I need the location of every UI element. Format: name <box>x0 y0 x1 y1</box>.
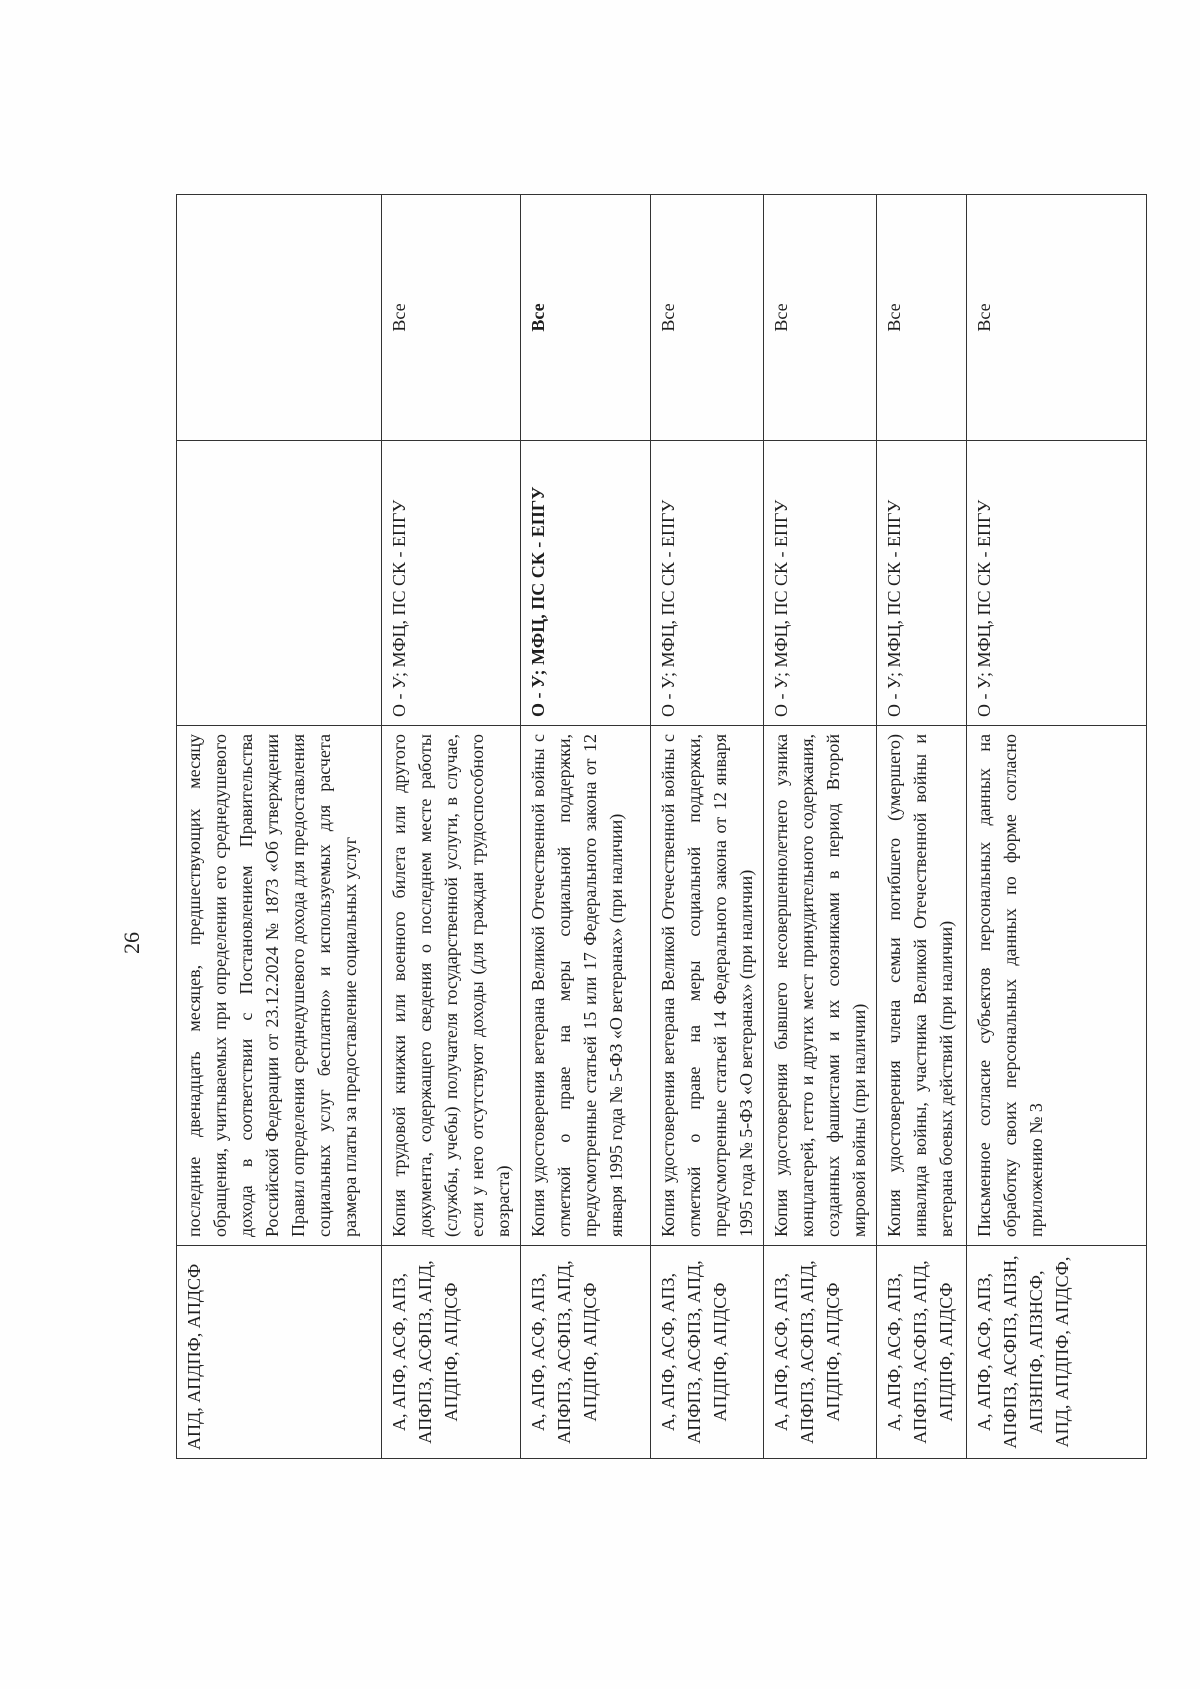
table-row <box>877 195 967 1459</box>
submission-method <box>177 441 382 726</box>
table-row <box>382 195 521 1459</box>
document-description: Копия удостоверения члена семьи погибшего (умершего) инвалида войны, участника Великой Отечественной войны и ветерана боевых действий (при наличии) <box>877 726 967 1246</box>
document-description: Копия удостоверения бывшего несовершеннолетнего узника концлагерей, гетто и других мест принудительного содержания, созданных фашистами и их союзниками в период Второй мировой войны (при наличии) <box>764 726 877 1246</box>
applicable-to: Все <box>967 195 1147 441</box>
submission-method: О - У; МФЦ, ПС СК - ЕПГУ <box>967 441 1147 726</box>
document-description: Письменное согласие субъектов персональных данных на обработку своих персональных данных по форме согласно приложению № 3 <box>967 726 1147 1246</box>
applicable-to: Все <box>382 195 521 441</box>
applicant-categories: А, АПФ, АСФ, АПЗ, АПФПЗ, АСФПЗ, АПД, АПДПФ, АПДСФ <box>651 1246 764 1459</box>
submission-method: О - У; МФЦ, ПС СК - ЕПГУ <box>651 441 764 726</box>
submission-method: О - У; МФЦ, ПС СК - ЕПГУ <box>521 441 651 726</box>
document-description: Копия удостоверения ветерана Великой Отечественной войны с отметкой о праве на меры социальной поддержки, предусмотренные статьей 15 или 17 Федерального закона от 12 января 1995 года № 5-ФЗ «О ветеранах» (при наличии) <box>521 726 651 1246</box>
applicant-categories: А, АПФ, АСФ, АПЗ, АПФПЗ, АСФПЗ, АПД, АПДПФ, АПДСФ <box>764 1246 877 1459</box>
submission-method: О - У; МФЦ, ПС СК - ЕПГУ <box>877 441 967 726</box>
applicable-to: Все <box>764 195 877 441</box>
applicant-categories: А, АПФ, АСФ, АПЗ, АПФПЗ, АСФПЗ, АПД, АПДПФ, АПДСФ <box>521 1246 651 1459</box>
applicable-to <box>177 195 382 441</box>
table-row <box>651 195 764 1459</box>
applicable-to: Все <box>521 195 651 441</box>
document-description: Копия трудовой книжки или военного билета или другого документа, содержащего сведения о последнем месте работы (службы, учебы) получателя государственной услуги, в случае, если у него отсутствуют доходы (для граждан трудоспособного возраста) <box>382 726 521 1246</box>
table-row <box>521 195 651 1459</box>
submission-method: О - У; МФЦ, ПС СК - ЕПГУ <box>382 441 521 726</box>
document-description: последние двенадцать месяцев, предшествующих месяцу обращения, учитываемых при определении его среднедушевого дохода в соответствии с Постановлением Правительства Российской Федерации от 23.12.2024 № 1873 «Об утверждении Правил определения среднедушевого дохода для предоставления социальных услуг бесплатно» и используемых для расчета размера платы за предоставление социальных услуг <box>177 726 382 1246</box>
table-row <box>967 195 1147 1459</box>
applicant-categories: А, АПФ, АСФ, АПЗ, АПФПЗ, АСФПЗ, АПД, АПДПФ, АПДСФ <box>382 1246 521 1459</box>
submission-method: О - У; МФЦ, ПС СК - ЕПГУ <box>764 441 877 726</box>
table-row <box>177 195 382 1459</box>
applicable-to: Все <box>877 195 967 441</box>
page-number: 26 <box>119 932 144 954</box>
documents-table <box>176 194 1147 1459</box>
document-description: Копия удостоверения ветерана Великой Отечественной войны с отметкой о праве на меры социальной поддержки, предусмотренные статьей 14 Федерального закона от 12 января 1995 года № 5-ФЗ «О ветеранах» (при наличии) <box>651 726 764 1246</box>
applicant-categories: А, АПФ, АСФ, АПЗ, АПФПЗ, АСФПЗ, АПЗН, АПЗНПФ, АПЗНСФ, АПД, АПДПФ, АПДСФ, <box>967 1246 1147 1459</box>
table-row <box>764 195 877 1459</box>
applicable-to: Все <box>651 195 764 441</box>
applicant-categories: А, АПФ, АСФ, АПЗ, АПФПЗ, АСФПЗ, АПД, АПДПФ, АПДСФ <box>877 1246 967 1459</box>
applicant-categories: АПД, АПДПФ, АПДСФ <box>177 1246 382 1459</box>
rotated-table-wrapper <box>176 195 1131 1459</box>
